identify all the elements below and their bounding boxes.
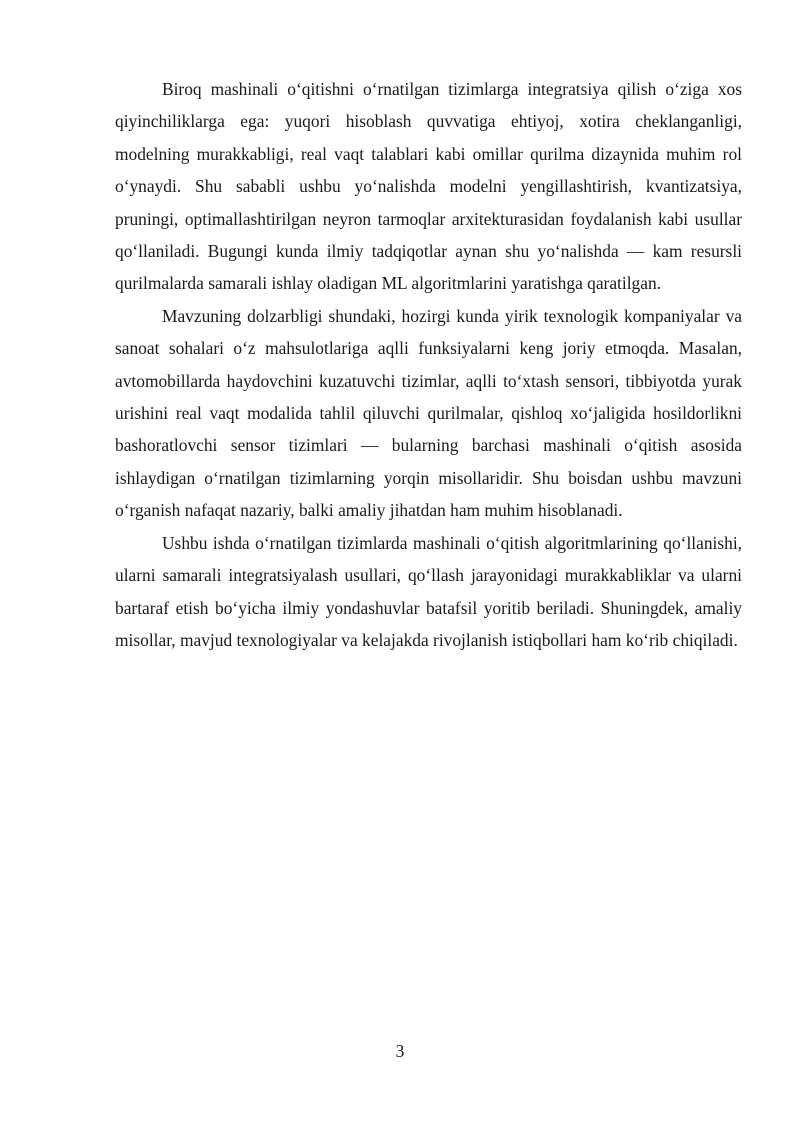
- paragraph-relevance: Mavzuning dolzarbligi shundaki, hozirgi kunda yirik texnologik kompaniyalar va sanoat sohalari o‘z mahsulotlariga aqlli funksiyalarni keng joriy etmoqda. Masalan, avtomobillarda haydovchini kuzatuvchi tizimlar, aqlli to‘xtash sensori, tibbiyotda yurak urishini real vaqt modalida tahlil qiluvchi qurilmalar, qishloq xo‘jaligida hosildorlikni bashoratlovchi sensor tizimlari — bularning barchasi mashinali o‘qitish asosida ishlaydigan o‘rnatilgan tizimlarning yorqin misollaridir. Shu boisdan ushbu mavzuni o‘rganish nafaqat nazariy, balki amaliy jihatdan ham muhim hisoblanadi.: [115, 305, 742, 521]
- page-number: 3: [395, 1041, 405, 1061]
- body-text: [115, 73, 742, 656]
- paragraph-scope: Ushbu ishda o‘rnatilgan tizimlarda mashinali o‘qitish algoritmlarining qo‘llanishi, ularni samarali integratsiyalash usullari, qo‘llash jarayonidagi murakkabliklar va ularni bartaraf etish bo‘yicha ilmiy yondashuvlar batafsil yoritib beriladi. Shuningdek, amaliy misollar, mavjud texnologiyalar va kelajakda rivojlanish istiqbollari ham ko‘rib chiqiladi.: [115, 532, 742, 650]
- paragraph-challenges: Biroq mashinali o‘qitishni o‘rnatilgan tizimlarga integratsiya qilish o‘ziga xos qiyinchiliklarga ega: yuqori hisoblash quvvatiga ehtiyoj, xotira cheklanganligi, modelning murakkabligi, real vaqt talablari kabi omillar qurilma dizaynida muhim rol o‘ynaydi. Shu sababli ushbu yo‘nalishda modelni yengillashtirish, kvantizatsiya, pruningi, optimallashtirilgan neyron tarmoqlar arxitekturasidan foydalanish kabi usullar qo‘llaniladi. Bugungi kunda ilmiy tadqiqotlar aynan shu yo‘nalishda — kam resursli qurilmalarda samarali ishlay oladigan ML algoritmlarini yaratishga qaratilgan.: [115, 79, 742, 294]
